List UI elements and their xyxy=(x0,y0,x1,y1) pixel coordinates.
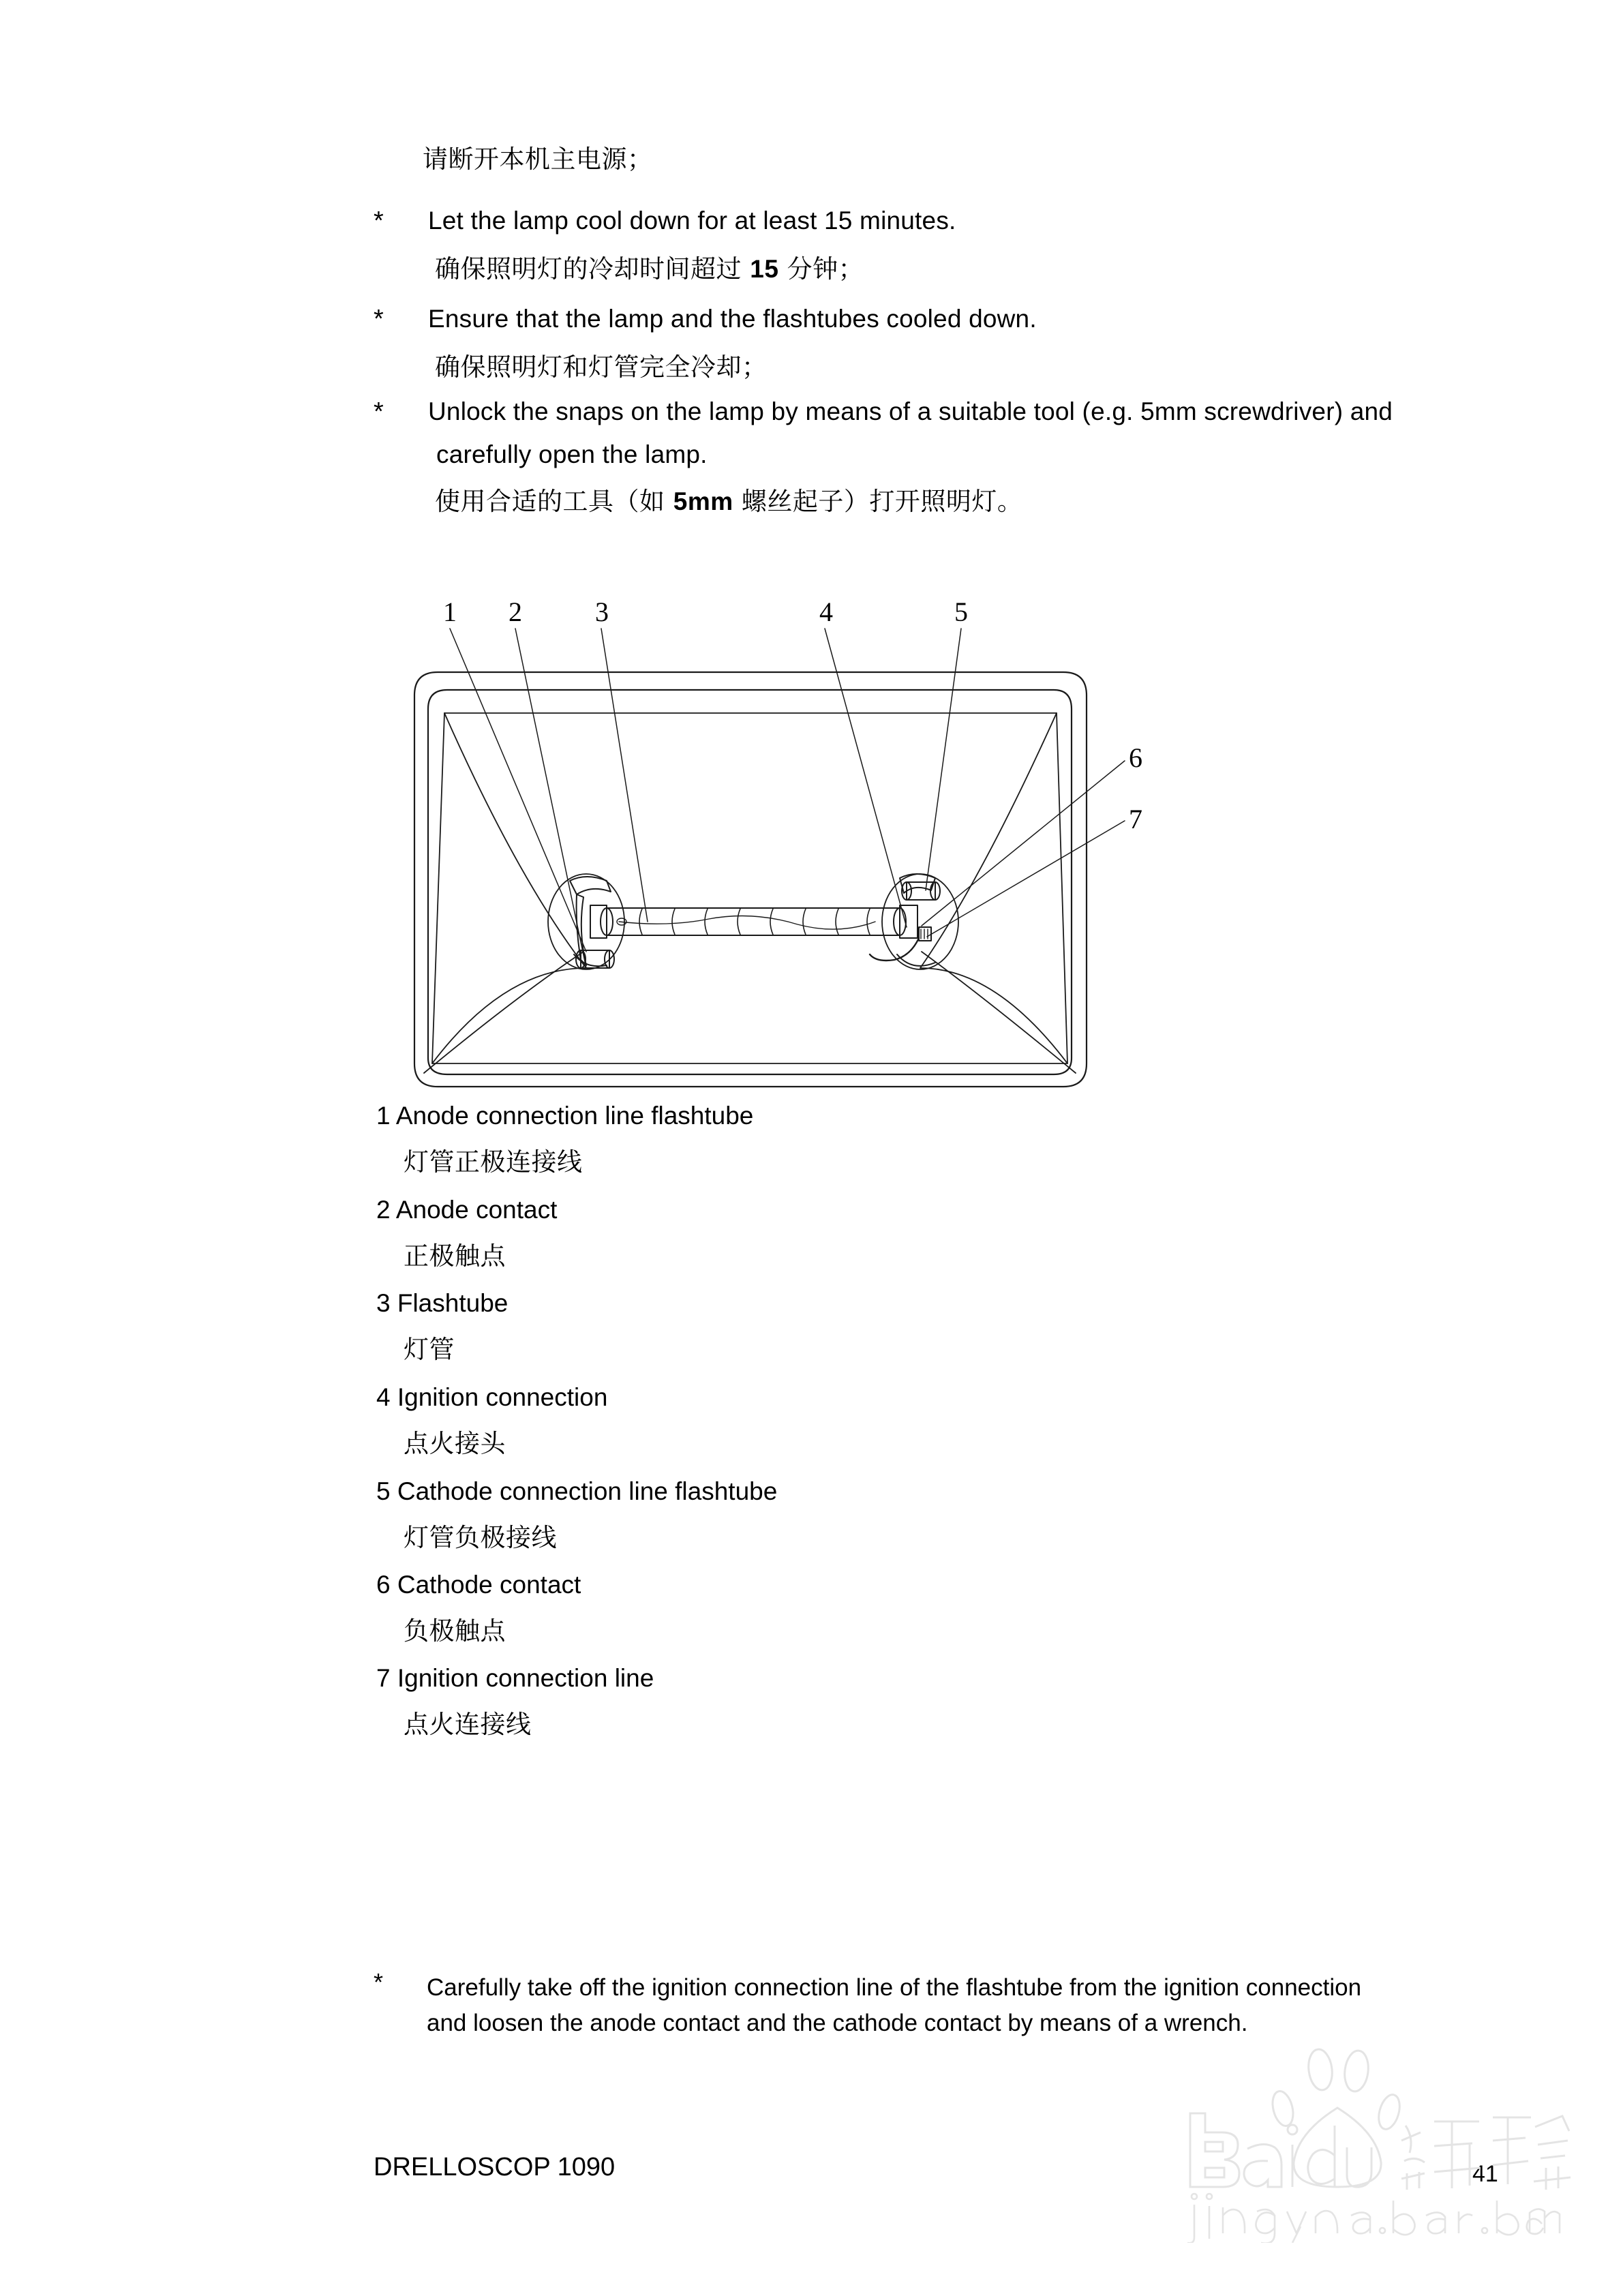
callout-number-5: 5 xyxy=(954,596,968,627)
callout-number-1: 1 xyxy=(443,596,457,627)
legend-item-5-cn: 灯管负极接线 xyxy=(404,1523,557,1552)
watermark-letter-u xyxy=(1347,2147,1371,2187)
bullet-star-2: * xyxy=(374,305,384,333)
instruction-cn-3 xyxy=(435,489,1022,514)
callout-number-6: 6 xyxy=(1129,742,1142,773)
watermark-paw-toe-1 xyxy=(1269,2089,1296,2128)
instruction-cn-1-num: 15 xyxy=(750,255,779,283)
legend-item-3-cn: 灯管 xyxy=(404,1335,455,1364)
reflector-curve-bottom-right xyxy=(922,952,1076,1073)
instruction-cn-3-pre: 使用合适的工具（如 xyxy=(435,487,673,516)
legend-item-5-en: 5 Cathode connection line flashtube xyxy=(376,1477,778,1505)
leader-line-1 xyxy=(450,629,586,952)
instruction-en-3: Unlock the snaps on the lamp by means of a suitable tool (e.g. 5mm screwdriver) and xyxy=(428,397,1393,425)
bottom-note-star: * xyxy=(374,1968,384,1996)
cathode-contact-block xyxy=(919,927,931,941)
housing-outer-outline xyxy=(414,672,1087,1087)
reflector-facet-top-right xyxy=(920,713,1057,968)
callout-number-4: 4 xyxy=(819,596,833,627)
legend-item-2-en: 2 Anode contact xyxy=(376,1196,558,1224)
watermark-letter-d xyxy=(1308,2126,1335,2187)
watermark-paw-toe-3 xyxy=(1342,2049,1370,2093)
anode-mount-bracket xyxy=(570,877,611,894)
callout-number-7: 7 xyxy=(1129,804,1142,834)
bullet-star-1: * xyxy=(374,207,384,235)
watermark-cn-1 xyxy=(1401,2121,1481,2190)
instruction-cn-3-post: 螺丝起子）打开照明灯。 xyxy=(733,487,1023,516)
watermark-letter-a xyxy=(1244,2144,1281,2187)
watermark-paw-toe-2 xyxy=(1306,2048,1334,2091)
instruction-cn-2: 确保照明灯和灯管完全冷却； xyxy=(435,352,768,382)
reflector-curve-bottom-left xyxy=(424,952,583,1073)
callout-number-3: 3 xyxy=(595,596,609,627)
watermark-paw-pad xyxy=(1294,2108,1381,2187)
instruction-cn-1-pre: 确保照明灯的冷却时间超过 xyxy=(435,254,750,284)
reflector-facet-top-left xyxy=(444,713,586,968)
legend-item-3-en: 3 Flashtube xyxy=(376,1289,509,1317)
anode-mount-lower-lip xyxy=(574,954,607,966)
instruction-cn-3-num: 5mm xyxy=(673,487,733,515)
leader-line-7 xyxy=(927,821,1125,937)
legend-item-7-en: 7 Ignition connection line xyxy=(376,1664,654,1692)
callout-number-2: 2 xyxy=(509,596,522,627)
flashtube-assembly-diagram xyxy=(382,586,1241,1104)
legend-item-1-cn: 灯管正极连接线 xyxy=(404,1147,583,1177)
legend-item-4-cn: 点火接头 xyxy=(404,1429,506,1458)
instruction-lead-cn: 请断开本机主电源； xyxy=(423,145,653,174)
instruction-cn-1-post: 分钟； xyxy=(778,254,864,284)
instruction-en-1: Let the lamp cool down for at least 15 minutes. xyxy=(428,207,956,235)
watermark-url xyxy=(1187,2194,1560,2243)
legend-item-6-cn: 负极触点 xyxy=(404,1616,506,1646)
legend-item-7-cn: 点火连接线 xyxy=(404,1710,532,1739)
flashtube-endcap-left xyxy=(590,905,607,938)
reflector-facet-bottom-right xyxy=(920,968,1067,1063)
baidu-jingyan-watermark xyxy=(1152,2045,1575,2243)
legend-item-1-en: 1 Anode connection line flashtube xyxy=(376,1102,754,1130)
instruction-en-2: Ensure that the lamp and the flashtubes cooled down. xyxy=(428,305,1037,333)
instruction-cn-1 xyxy=(435,256,864,282)
watermark-cn-2 xyxy=(1493,2116,1571,2190)
watermark-svg xyxy=(1152,2045,1575,2243)
legend-item-6-en: 6 Cathode contact xyxy=(376,1571,581,1599)
instruction-en-3b: carefully open the lamp. xyxy=(436,440,708,468)
diagram-svg xyxy=(382,586,1241,1104)
bottom-note-text: Carefully take off the ignition connection line of the flashtube from the ignition connection and loosen the anode contact and the cathode contact by means of a wrench. xyxy=(427,1974,1362,2036)
page-number: 41 xyxy=(1472,2161,1498,2187)
legend-item-2-cn: 正极触点 xyxy=(404,1241,506,1271)
leader-line-5 xyxy=(926,629,961,890)
bullet-star-3: * xyxy=(374,397,384,426)
reflector-facet-bottom-left xyxy=(432,968,586,1063)
watermark-paw-toe-4 xyxy=(1375,2092,1403,2132)
legend-item-4-en: 4 Ignition connection xyxy=(376,1383,608,1411)
reflector-rim xyxy=(432,713,1067,1063)
leader-line-4 xyxy=(825,629,907,927)
footer-document-title: DRELLOSCOP 1090 xyxy=(374,2153,616,2181)
watermark-letter-b xyxy=(1190,2113,1239,2187)
